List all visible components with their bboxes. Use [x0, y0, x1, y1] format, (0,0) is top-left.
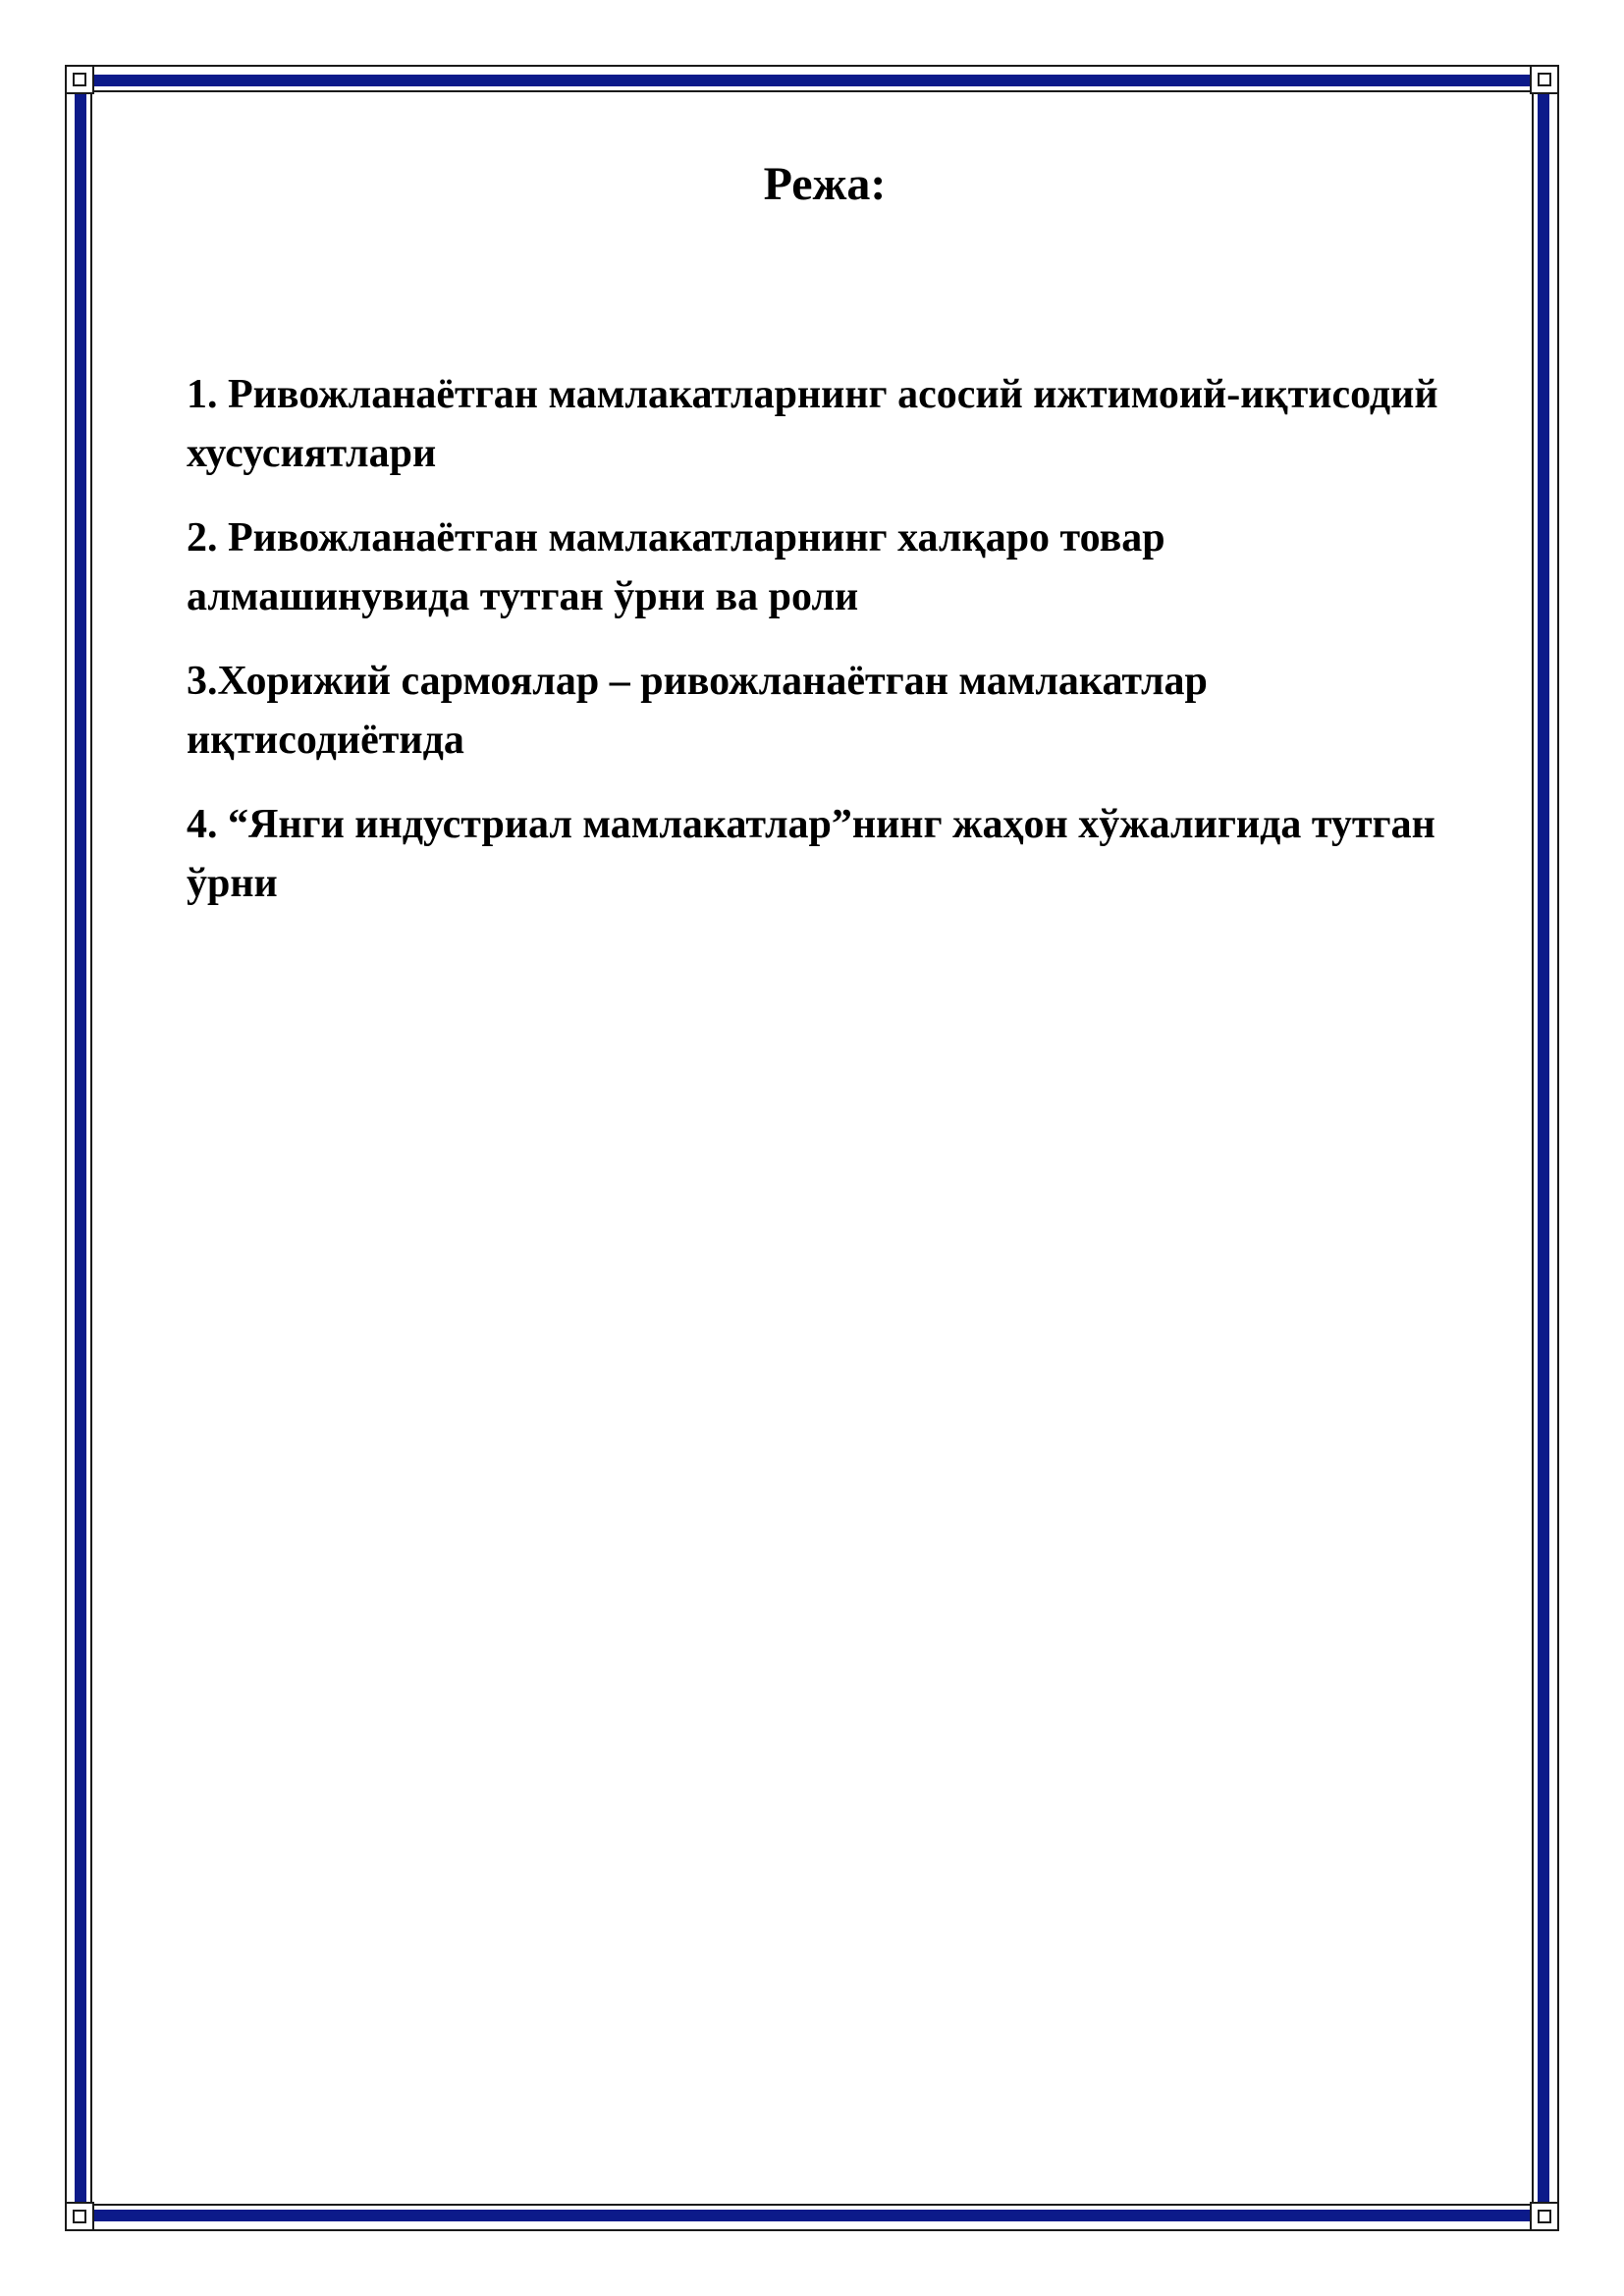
border-corner-ornament: [1530, 2202, 1559, 2231]
border-corner-ornament: [1530, 65, 1559, 94]
border-corner-ornament: [65, 65, 94, 94]
plan-item: 3.Хорижий сармоялар – ривожланаётган мамлакатлар иқтисодиётида: [187, 659, 1208, 763]
plan-item: 4. “Янги индустриал мамлакатлар”нинг жаҳон хўжалигида тутган ўрни: [187, 802, 1435, 906]
plan-item: 2. Ривожланаётган мамлакатларнинг халқаро товар алмашинувида тутган ўрни ва роли: [187, 515, 1165, 619]
page-title: Режа:: [763, 158, 887, 210]
plan-list: [187, 365, 1443, 938]
plan-item: 1. Ривожланаётган мамлакатларнинг асосий ижтимоий-иқтисодий хусусиятлари: [187, 372, 1438, 476]
border-corner-ornament: [65, 2202, 94, 2231]
